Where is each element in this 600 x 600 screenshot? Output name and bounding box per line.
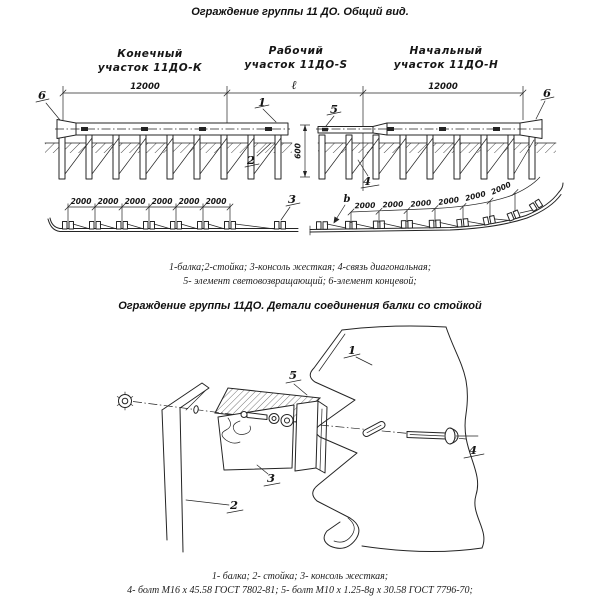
beam-channel [295,401,318,471]
dim-spacing: 2000 [205,197,227,206]
general-view-legend [0,261,600,288]
dim-spacing: 2000 [151,197,173,206]
washer [193,405,198,413]
dim-spacing: 2000 [437,195,460,207]
detail-callout-1: 1 [347,343,357,357]
plan-left-dimension [65,197,233,221]
detail-legend-line-2: 4- болт М16 х 45.58 ГОСТ 7802-81; 5- болт М10 х 1.25-8g х 30.58 ГОСТ 7796-70; [127,584,473,596]
detail-callout-2: 2 [229,498,239,512]
detail-callout-3: 3 [266,471,276,485]
general-view-title: Ограждение группы 11 ДО. Общий вид. [191,6,409,18]
section-end-label-line2: участок 11ДО-К [97,62,203,74]
beam-slot [362,420,386,437]
dim-spacing: 2000 [70,197,92,206]
legend-line-1: 1-балка;2-стойка; 3-консоль жесткая; 4-связь диагональная; [168,262,432,273]
plan-view-left [48,192,300,232]
callout-6-right: 6 [542,86,552,100]
dim-span-right: 12000 [428,82,458,92]
height-dimension [294,125,311,177]
dim-spacing: 2000 [354,200,376,211]
section-start-label-line2: участок 11ДО-Н [393,59,499,71]
section-work-label-line1: Рабочий [268,45,324,57]
dim-spacing: 2000 [464,189,487,203]
dim-spacing: 2000 [489,179,513,197]
dim-length-symbol: ℓ [291,78,297,92]
detail-view-title: Ограждение группы 11ДО. Детали соединения балки со стойкой [118,300,482,312]
dim-spacing: 2000 [409,198,432,209]
callout-6-left: 6 [37,88,47,102]
dim-spacing: 2000 [382,199,404,210]
callout-5: 5 [329,102,339,116]
callout-3: 3 [287,192,297,206]
callout-b: b [343,194,351,205]
dim-spacing: 2000 [97,197,119,206]
dim-span-left: 12000 [130,82,160,92]
callout-1: 1 [257,95,267,109]
dim-spacing: 2000 [124,197,146,206]
detail-view-legend [0,570,600,597]
callout-4: 4 [362,174,372,188]
callout-2: 2 [246,153,256,167]
plan-view-right [310,177,563,235]
console-bracket [215,388,327,473]
detail-drawing [0,322,600,570]
section-work-label-line2: участок 11ДО-S [244,59,348,71]
section-end-label-line1: Конечный [117,48,183,60]
legend-line-2: 5- элемент световозвращающий; 6-элемент концевой; [183,275,417,287]
bolt-4-assembly [320,420,478,444]
detail-legend-line-1: 1- балка; 2- стойка; 3- консоль жесткая; [211,571,389,582]
section-start-label-line1: Начальный [409,45,483,57]
dim-height: 600 [293,143,303,159]
detail-callout-5: 5 [288,368,298,382]
detail-callout-4: 4 [468,443,478,457]
section-labels [98,45,498,74]
general-view-drawing [0,36,600,264]
dim-spacing: 2000 [178,197,200,206]
beam-elevation [55,120,544,139]
